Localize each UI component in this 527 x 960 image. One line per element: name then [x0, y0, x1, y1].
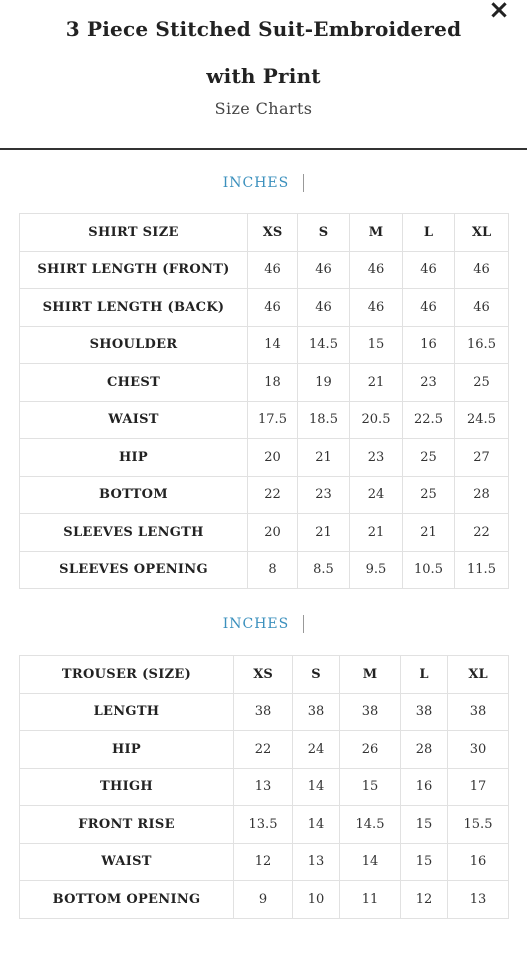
- row-label: BOTTOM: [20, 476, 248, 514]
- table-cell: 15: [340, 768, 401, 806]
- column-header-size: S: [298, 214, 350, 252]
- row-label: SLEEVES OPENING: [20, 551, 248, 589]
- table-cell: 22: [248, 476, 298, 514]
- table-cell: 14.5: [298, 326, 350, 364]
- table-cell: 16.5: [455, 326, 509, 364]
- table-row: [20, 843, 509, 881]
- column-header-size: L: [403, 214, 455, 252]
- shirt-unit-label: INCHES: [222, 175, 290, 191]
- table-cell: 27: [455, 439, 509, 477]
- table-cell: 12: [401, 881, 448, 919]
- table-row: [20, 551, 509, 589]
- column-header-size: S: [293, 656, 340, 694]
- row-label: WAIST: [20, 843, 234, 881]
- table-cell: 23: [298, 476, 350, 514]
- column-header-size: XS: [234, 656, 293, 694]
- table-cell: 13: [234, 768, 293, 806]
- table-cell: 17.5: [248, 401, 298, 439]
- row-label: HIP: [20, 439, 248, 477]
- table-row: [20, 476, 509, 514]
- table-row: [20, 768, 509, 806]
- page-subtitle: Size Charts: [214, 99, 313, 118]
- table-row: [20, 514, 509, 552]
- table-cell: 25: [403, 476, 455, 514]
- table-cell: 20.5: [350, 401, 403, 439]
- table-cell: 21: [298, 439, 350, 477]
- shirt-unit-tab[interactable]: [0, 174, 527, 192]
- unit-separator: [303, 174, 304, 192]
- table-cell: 46: [298, 251, 350, 289]
- table-cell: 9: [234, 881, 293, 919]
- table-cell: 14: [293, 768, 340, 806]
- table-cell: 8.5: [298, 551, 350, 589]
- table-cell: 38: [234, 693, 293, 731]
- table-row: [20, 693, 509, 731]
- table-cell: 8: [248, 551, 298, 589]
- table-cell: 25: [455, 364, 509, 402]
- table-cell: 28: [401, 731, 448, 769]
- table-cell: 46: [248, 289, 298, 327]
- table-header-row: [20, 214, 509, 252]
- table-cell: 20: [248, 514, 298, 552]
- table-cell: 22: [455, 514, 509, 552]
- table-cell: 17: [448, 768, 509, 806]
- table-row: [20, 326, 509, 364]
- table-cell: 28: [455, 476, 509, 514]
- table-cell: 18.5: [298, 401, 350, 439]
- row-label: CHEST: [20, 364, 248, 402]
- table-cell: 26: [340, 731, 401, 769]
- row-label: WAIST: [20, 401, 248, 439]
- table-cell: 14: [340, 843, 401, 881]
- trouser-size-table: [19, 655, 509, 919]
- table-cell: 14: [293, 806, 340, 844]
- table-cell: 15.5: [448, 806, 509, 844]
- table-cell: 13: [448, 881, 509, 919]
- row-label: HIP: [20, 731, 234, 769]
- table-cell: 19: [298, 364, 350, 402]
- table-row: [20, 731, 509, 769]
- table-cell: 22.5: [403, 401, 455, 439]
- row-label: FRONT RISE: [20, 806, 234, 844]
- shirt-size-table: [19, 213, 509, 589]
- table-cell: 21: [298, 514, 350, 552]
- row-label: LENGTH: [20, 693, 234, 731]
- table-row: [20, 289, 509, 327]
- trouser-unit-label: INCHES: [222, 616, 290, 632]
- table-cell: 46: [403, 289, 455, 327]
- table-cell: 16: [448, 843, 509, 881]
- table-cell: 15: [350, 326, 403, 364]
- table-cell: 22: [234, 731, 293, 769]
- table-cell: 12: [234, 843, 293, 881]
- column-header-size: M: [340, 656, 401, 694]
- column-header-size: XL: [448, 656, 509, 694]
- table-cell: 21: [403, 514, 455, 552]
- table-cell: 21: [350, 514, 403, 552]
- table-cell: 11: [340, 881, 401, 919]
- table-cell: 20: [248, 439, 298, 477]
- table-row: [20, 806, 509, 844]
- table-cell: 14: [248, 326, 298, 364]
- row-label: BOTTOM OPENING: [20, 881, 234, 919]
- table-cell: 38: [448, 693, 509, 731]
- table-cell: 46: [350, 289, 403, 327]
- table-cell: 9.5: [350, 551, 403, 589]
- column-header-size: XL: [455, 214, 509, 252]
- table-cell: 46: [248, 251, 298, 289]
- table-cell: 46: [350, 251, 403, 289]
- row-label: SHIRT LENGTH (BACK): [20, 289, 248, 327]
- table-cell: 24: [350, 476, 403, 514]
- table-cell: 46: [403, 251, 455, 289]
- table-cell: 38: [340, 693, 401, 731]
- table-cell: 23: [350, 439, 403, 477]
- column-header-label: TROUSER (SIZE): [20, 656, 234, 694]
- table-row: [20, 251, 509, 289]
- table-cell: 13: [293, 843, 340, 881]
- table-header-row: [20, 656, 509, 694]
- table-cell: 14.5: [340, 806, 401, 844]
- table-cell: 24.5: [455, 401, 509, 439]
- unit-separator: [303, 615, 304, 633]
- table-cell: 16: [403, 326, 455, 364]
- table-cell: 18: [248, 364, 298, 402]
- column-header-size: XS: [248, 214, 298, 252]
- table-cell: 16: [401, 768, 448, 806]
- table-row: [20, 401, 509, 439]
- close-icon[interactable]: ×: [488, 0, 510, 25]
- trouser-unit-tab[interactable]: [0, 615, 527, 633]
- table-cell: 38: [293, 693, 340, 731]
- row-label: THIGH: [20, 768, 234, 806]
- title-line-2: with Print: [206, 64, 321, 88]
- row-label: SHIRT LENGTH (FRONT): [20, 251, 248, 289]
- column-header-size: M: [350, 214, 403, 252]
- table-row: [20, 364, 509, 402]
- table-row: [20, 439, 509, 477]
- table-cell: 11.5: [455, 551, 509, 589]
- table-row: [20, 881, 509, 919]
- table-cell: 13.5: [234, 806, 293, 844]
- table-cell: 46: [298, 289, 350, 327]
- column-header-size: L: [401, 656, 448, 694]
- table-cell: 46: [455, 251, 509, 289]
- column-header-label: SHIRT SIZE: [20, 214, 248, 252]
- table-cell: 38: [401, 693, 448, 731]
- table-cell: 10.5: [403, 551, 455, 589]
- row-label: SHOULDER: [20, 326, 248, 364]
- table-cell: 10: [293, 881, 340, 919]
- table-cell: 15: [401, 843, 448, 881]
- table-cell: 15: [401, 806, 448, 844]
- table-cell: 21: [350, 364, 403, 402]
- table-cell: 30: [448, 731, 509, 769]
- row-label: SLEEVES LENGTH: [20, 514, 248, 552]
- table-cell: 24: [293, 731, 340, 769]
- table-cell: 23: [403, 364, 455, 402]
- page-title: [0, 6, 527, 100]
- title-line-1: 3 Piece Stitched Suit-Embroidered: [65, 17, 462, 41]
- table-cell: 25: [403, 439, 455, 477]
- header-divider: [0, 148, 527, 150]
- table-cell: 46: [455, 289, 509, 327]
